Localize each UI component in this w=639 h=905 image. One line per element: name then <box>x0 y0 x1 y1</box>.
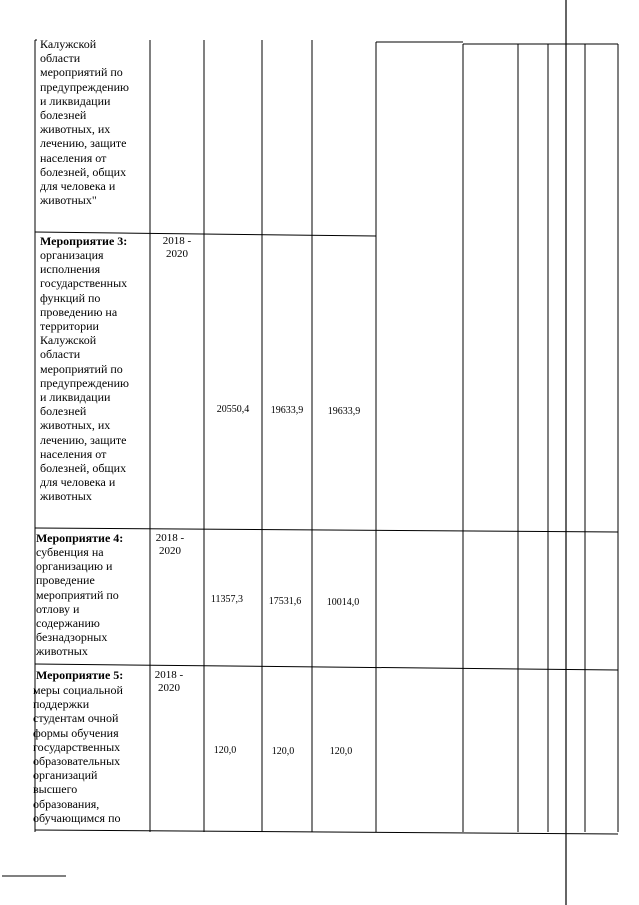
row-value-2: 120,0 <box>271 746 295 757</box>
row-period: 2018 - 2020 <box>155 532 185 557</box>
row-value-1: 11357,3 <box>210 594 244 605</box>
row-period: 2018 - 2020 <box>162 235 192 260</box>
row-period: 2018 - 2020 <box>154 669 184 694</box>
row-value-1: 120,0 <box>213 745 237 756</box>
row-value-2: 19633,9 <box>270 405 304 416</box>
row-description: субвенция на организацию и проведение мероприятий по отлову и содержанию безнадзорных животных <box>36 545 119 659</box>
row-description: Калужской области мероприятий по предупреждению и ликвидации болезней животных, их лечению, защите населения от болезней, общих для человека и животных" <box>40 37 129 208</box>
row-value-3: 19633,9 <box>327 406 361 417</box>
row-value-2: 17531,6 <box>268 596 302 607</box>
row-value-1: 20550,4 <box>216 404 250 415</box>
row-title: Мероприятие 3: <box>40 234 128 248</box>
row-value-3: 120,0 <box>329 746 353 757</box>
row-description: меры социальной поддержки студентам очной формы обучения государственных образовательных организаций высшего образования, обучающимся по <box>33 683 123 825</box>
row-value-3: 10014,0 <box>326 597 360 608</box>
row-description: организация исполнения государственных функций по проведению на территории Калужской области мероприятий по предупреждению и ликвидации болезней животных, их лечению, защите населения от болезней, общих для человека и животных <box>40 248 129 504</box>
row-title: Мероприятие 4: <box>36 531 124 545</box>
row-title: Мероприятие 5: <box>36 668 124 682</box>
